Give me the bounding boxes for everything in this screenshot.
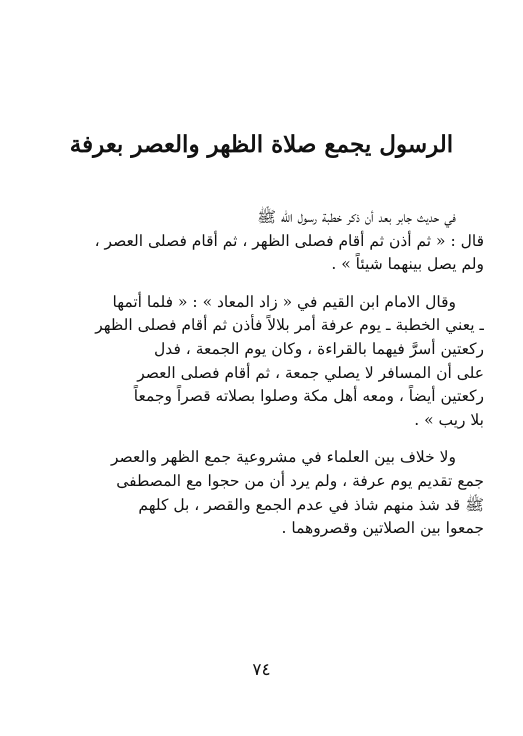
text-line: قال : « ثم أذن ثم أقام فصلى الظهر ، ثم أقام فصلى العصر ، [94,231,484,250]
text-line: جمع تقديم يوم عرفة ، ولم يرد أن من حجوا مع المصطفى [116,471,484,490]
text-line: جمعوا بين الصلاتين وقصروهما . [281,519,484,538]
paragraph-3 [40,446,484,540]
text-line: ﷺ قد شذ منهم شاذ في عدم الجمع والقصر ، بل كلهم [138,495,484,514]
paragraph-2 [40,291,484,433]
text-line: على أن المسافر لا يصلي جمعة ، ثم أقام فصلى العصر [137,363,484,382]
text-line: ركعتين أيضاً ، ومعه أهل مكة وصلوا بصلاته قصراً وجمعاً [133,387,484,406]
page-number: ٧٤ [252,660,271,680]
paragraph-1 [40,206,484,277]
text-line: في حديث جابر بعد أن ذكر خطبة رسول الله ﷺ [257,208,456,226]
text-line: ولا خلاف بين العلماء في مشروعية جمع الظهر والعصر [111,448,456,467]
body-text [40,206,484,555]
text-line: ولم يصل بينهما شيئاً » . [331,255,484,274]
text-line: بلا ريب » . [414,410,484,429]
text-line: ركعتين أسرَّ فيهما بالقراءة ، وكان يوم الجمعة ، فدل [154,339,484,358]
chapter-title: الرسول يجمع صلاة الظهر والعصر بعرفة [69,131,454,158]
text-line: وقال الامام ابن القيم في « زاد المعاد » : « فلما أتمها [112,292,456,311]
text-line: ـ يعني الخطبة ـ يوم عرفة أمر بلالاً فأذن ثم أقام فصلى الظهر [95,316,484,335]
